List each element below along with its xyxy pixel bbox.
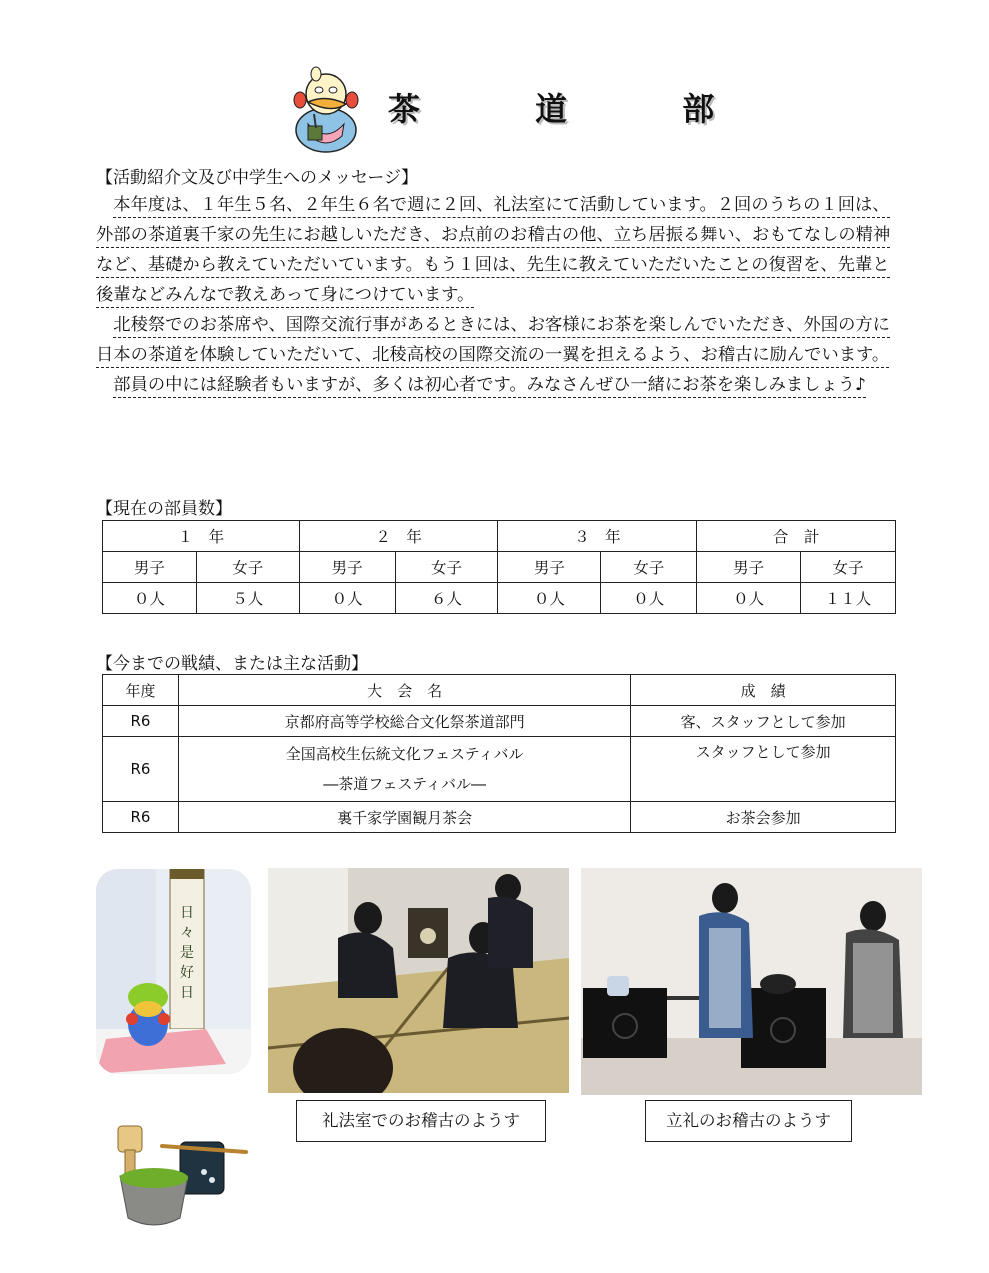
gender-header: 女子 [395,552,498,583]
intro-paragraph-text: 北稜祭でのお茶席や、国際交流行事があるときには、お客様にお茶を楽しんでいただき、外国の方に日本の茶道を体験していただいて、北稜高校の国際交流の一翼を担えるよう、お稽古に励んでいます。 [96,315,890,368]
result-event: 裏千家学園観月茶会 [178,802,630,833]
intro-heading: 【活動紹介文及び中学生へのメッセージ】 [96,168,418,188]
result-outcome: お茶会参加 [631,802,896,833]
grade-header: １ 年 [103,521,300,552]
practice-room-photo [268,868,569,1093]
column-header: 年度 [103,675,179,706]
results-heading: 【今までの戦績、または主な活動】 [96,654,368,674]
photo-caption: 礼法室でのお稽古のようす [296,1100,546,1142]
table-row [103,675,896,706]
intro-text [96,190,896,400]
result-year: R6 [103,706,179,737]
scroll-text: 好 [180,965,194,981]
photo-caption: 立礼のお稽古のようす [645,1100,852,1142]
table-row [103,802,896,833]
tea-set-icon [110,1120,250,1232]
table-row [103,521,896,552]
intro-paragraph-text: 本年度は、１年生５名、２年生６名で週に２回、礼法室にて活動しています。２回のうちの１回は、外部の茶道裏千家の先生にお越しいただき、お点前のお稽古の他、立ち居振る舞い、おもてなしの精神など、基礎から教えていただいています。もう１回は、先生に教えていただいたことの復習を、先輩と後輩などみんなで教えあって身につけています。 [96,195,890,308]
intro-paragraph [96,310,896,370]
member-count: ０人 [299,583,395,614]
result-year: R6 [103,802,179,833]
intro-paragraph-text: 部員の中には経験者もいますが、多くは初心者です。みなさんぜひ一緒にお茶を楽しみましょう♪ [113,375,866,398]
member-count: ５人 [196,583,299,614]
gender-header: 男子 [498,552,601,583]
page-title: 茶 道 部 [388,90,767,128]
result-year: R6 [103,737,179,802]
member-count: １１人 [801,583,896,614]
members-table [102,520,896,614]
scroll-text: 日 [180,905,194,921]
table-row [103,552,896,583]
gender-header: 男子 [299,552,395,583]
gender-header: 女子 [801,552,896,583]
results-table [102,674,896,833]
scroll-text: 是 [180,945,194,961]
intro-paragraph [96,190,896,310]
duck-mascot-icon [286,64,366,154]
gender-header: 女子 [196,552,299,583]
grade-header: 合 計 [697,521,896,552]
member-count: ０人 [601,583,697,614]
member-count: ６人 [395,583,498,614]
result-outcome: 客、スタッフとして参加 [631,706,896,737]
members-heading: 【現在の部員数】 [96,499,232,519]
gender-header: 女子 [601,552,697,583]
result-event-subtitle: ―茶道フェスティバル― [323,775,486,793]
result-outcome: スタッフとして参加 [631,737,896,802]
intro-paragraph [96,370,896,400]
scroll-text: 日 [180,985,194,1001]
column-header: 大 会 名 [178,675,630,706]
result-event-line: 全国高校生伝統文化フェスティバル [285,745,524,763]
member-count: ０人 [697,583,801,614]
ryurei-practice-photo [581,868,922,1095]
member-count: ０人 [103,583,197,614]
table-row [103,706,896,737]
result-event: 京都府高等学校総合文化祭茶道部門 [178,706,630,737]
grade-header: ３ 年 [498,521,697,552]
table-row [103,583,896,614]
gender-header: 男子 [697,552,801,583]
column-header: 成 績 [631,675,896,706]
mascot-figure-photo [96,869,251,1074]
grade-header: ２ 年 [299,521,498,552]
result-event [178,737,630,802]
table-row [103,737,896,802]
gender-header: 男子 [103,552,197,583]
scroll-text: 々 [180,925,194,941]
member-count: ０人 [498,583,601,614]
